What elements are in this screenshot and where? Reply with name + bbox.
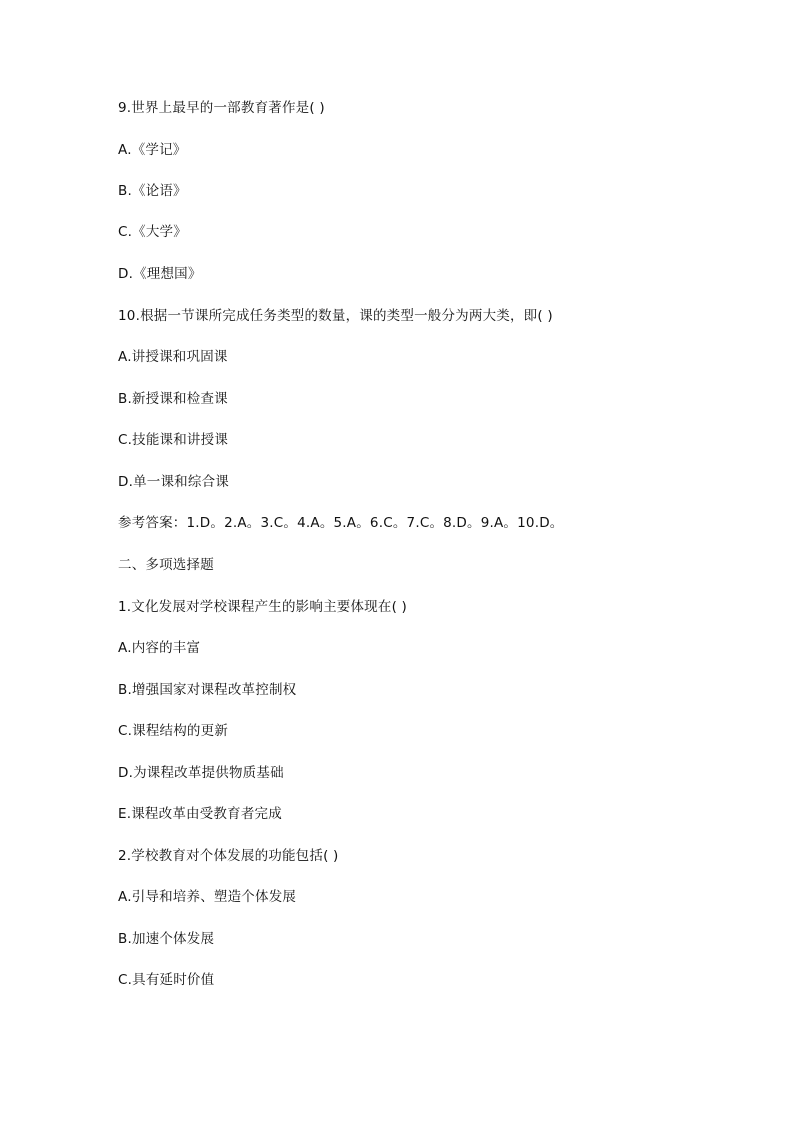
mc-question-1-option-b: B.增强国家对课程改革控制权 [118, 682, 297, 698]
question-9-option-a: A.《学记》 [118, 142, 187, 158]
question-10-option-a: A.讲授课和巩固课 [118, 349, 228, 365]
mc-question-1-option-d: D.为课程改革提供物质基础 [118, 765, 284, 781]
question-9-option-d: D.《理想国》 [118, 266, 202, 282]
question-9-option-c: C.《大学》 [118, 224, 187, 240]
mc-question-2-stem: 2.学校教育对个体发展的功能包括( ) [118, 848, 339, 864]
mc-question-1-option-c: C.课程结构的更新 [118, 723, 229, 739]
section-heading-multiple-choice: 二、多项选择题 [118, 557, 214, 573]
question-10-stem: 10.根据一节课所完成任务类型的数量，课的类型一般分为两大类，即( ) [118, 308, 553, 324]
question-10-option-d: D.单一课和综合课 [118, 474, 229, 490]
mc-question-1-option-a: A.内容的丰富 [118, 640, 201, 656]
mc-question-1-option-e: E.课程改革由受教育者完成 [118, 806, 282, 822]
question-10-option-c: C.技能课和讲授课 [118, 432, 229, 448]
question-9-option-b: B.《论语》 [118, 183, 187, 199]
mc-question-1-stem: 1.文化发展对学校课程产生的影响主要体现在( ) [118, 599, 408, 615]
mc-question-2-option-b: B.加速个体发展 [118, 931, 215, 947]
mc-question-2-option-c: C.具有延时价值 [118, 972, 215, 988]
mc-question-2-option-a: A.引导和培养、塑造个体发展 [118, 889, 297, 905]
question-10-option-b: B.新授课和检查课 [118, 391, 228, 407]
question-9-stem: 9.世界上最早的一部教育著作是( ) [118, 100, 325, 116]
answer-key: 参考答案：1.D。2.A。3.C。4.A。5.A。6.C。7.C。8.D。9.A。10.D。 [118, 515, 564, 531]
